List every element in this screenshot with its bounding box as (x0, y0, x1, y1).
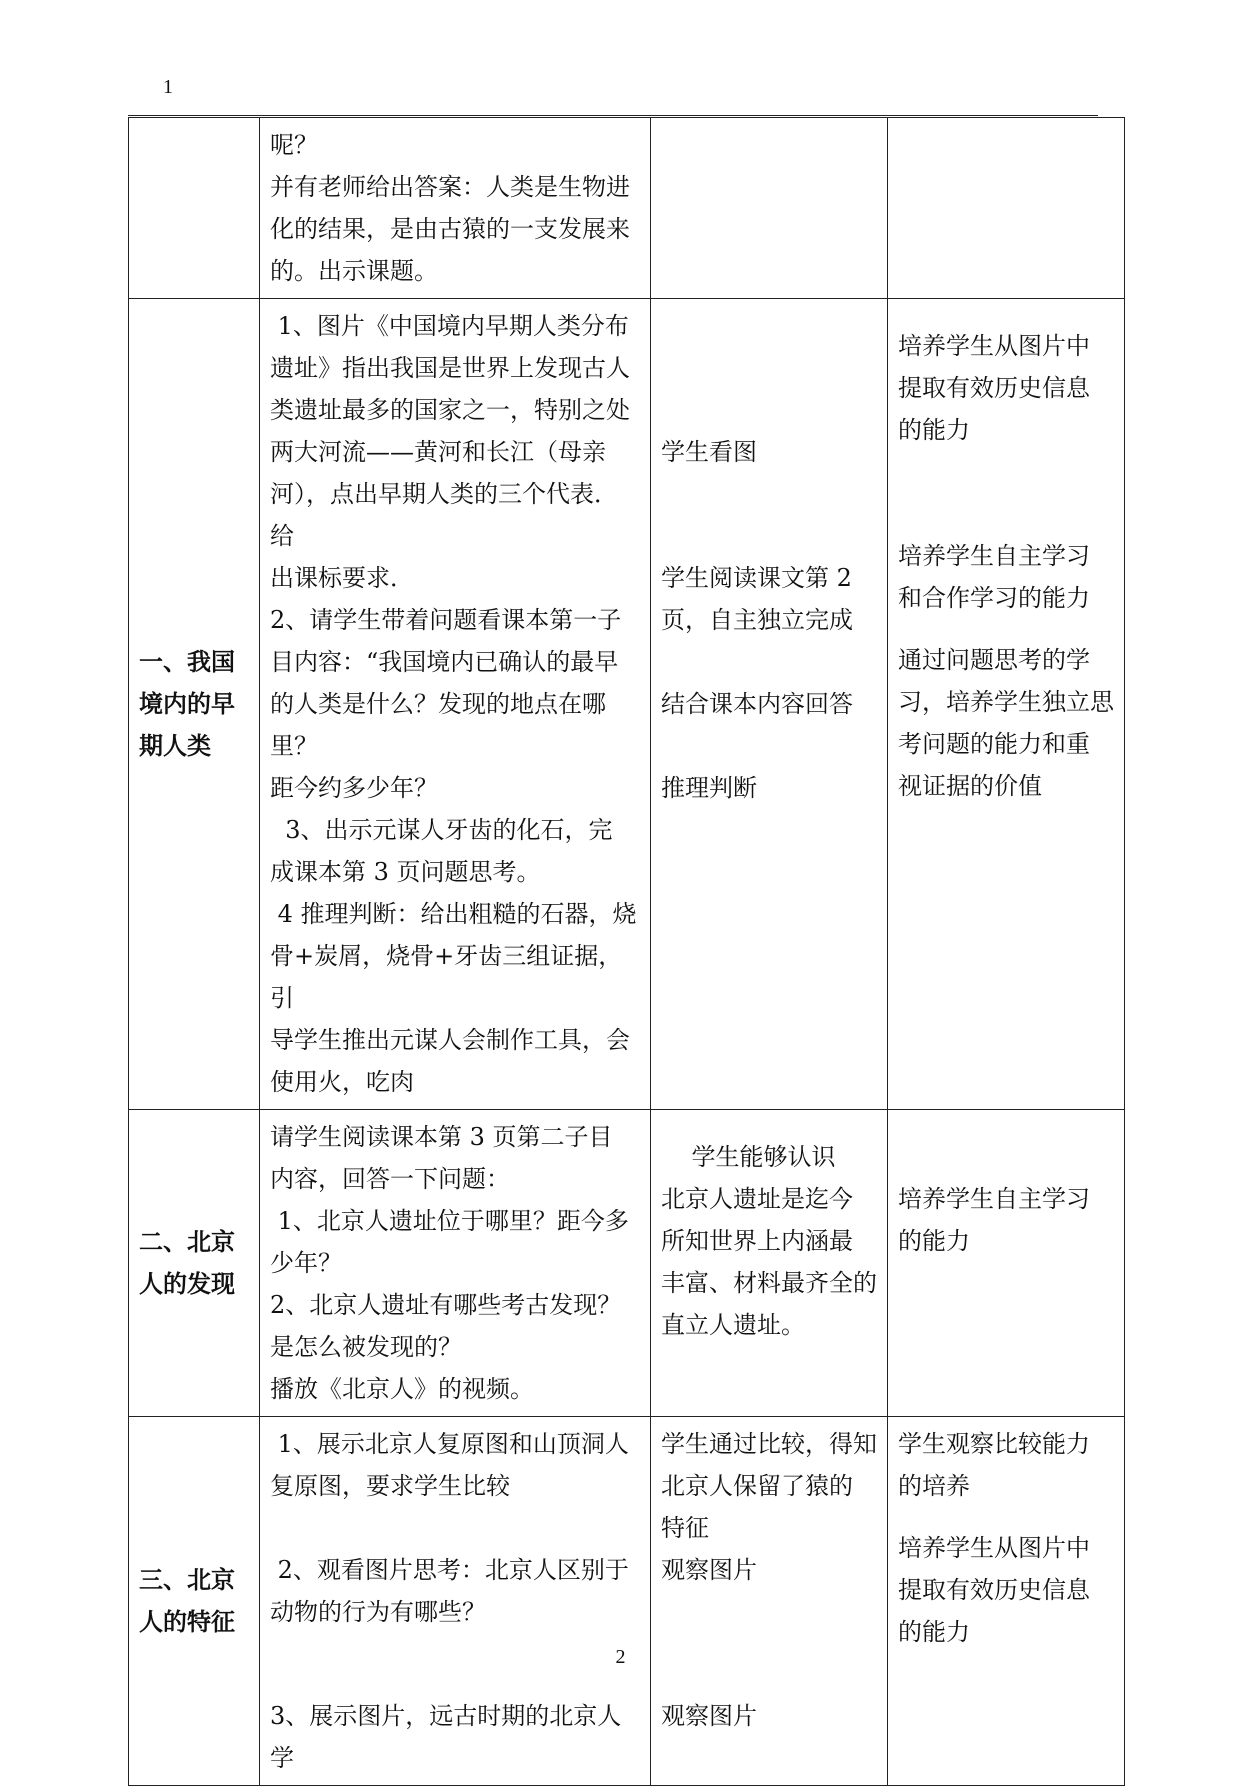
intent-line: 提取有效历史信息 (898, 374, 1090, 402)
activity-line: 导学生推出元谋人会制作工具，会 (270, 1026, 630, 1054)
section-title-line: 三、北京 (139, 1566, 235, 1594)
activity-line: 距今约多少年？ (270, 774, 438, 802)
intent-line: 习，培养学生独立思 (898, 688, 1114, 716)
intent-line: 学生观察比较能力 (898, 1430, 1090, 1458)
table-row (129, 299, 1125, 1110)
activity-line: 1、北京人遗址位于哪里？距今多 (270, 1207, 629, 1235)
page-number-bottom: 2 (615, 1646, 626, 1668)
table-row (129, 1110, 1125, 1417)
intent-line: 通过问题思考的学 (898, 646, 1090, 674)
activity-line: 出课标要求． (270, 564, 414, 592)
activity-cell (260, 1417, 651, 1786)
intent-line: 培养学生自主学习 (898, 1185, 1090, 1213)
student-line: 北京人保留了猿的 (661, 1472, 853, 1500)
intent-line: 培养学生从图片中 (898, 332, 1090, 360)
activity-line: 少年？ (270, 1249, 342, 1277)
section-title-line: 人的发现 (139, 1270, 235, 1298)
student-line: 推理判断 (661, 774, 757, 802)
activity-line: 请学生阅读课本第 3 页第二子目 (270, 1123, 613, 1151)
section-title-line: 人的特征 (139, 1608, 235, 1636)
student-line: 页，自主独立完成 (661, 606, 853, 634)
intent-cell (888, 118, 1125, 299)
section-title-line: 一、我国 (139, 648, 235, 676)
activity-line: 化的结果，是由古猿的一支发展来 (270, 215, 630, 243)
student-line: 特征 (661, 1514, 709, 1542)
intent-line: 的能力 (898, 1618, 970, 1646)
activity-line: 目内容：“我国境内已确认的最早 (270, 648, 619, 676)
activity-line: 类遗址最多的国家之一，特别之处 (270, 396, 630, 424)
activity-line: 4 推理判断：给出粗糙的石器，烧 (270, 900, 637, 928)
section-title-line: 境内的早 (139, 690, 235, 718)
activity-line: 使用火，吃肉 (270, 1068, 414, 1096)
activity-line: 2、观看图片思考：北京人区别于 (270, 1556, 629, 1584)
activity-line: 的人类是什么？发现的地点在哪里？ (270, 690, 606, 760)
student-line: 所知世界上内涵最 (661, 1227, 853, 1255)
activity-line: 并有老师给出答案：人类是生物进 (270, 173, 630, 201)
section-cell (129, 299, 260, 1110)
activity-line: 2、请学生带着问题看课本第一子 (270, 606, 622, 634)
activity-line: 动物的行为有哪些？ (270, 1598, 486, 1626)
activity-line: 呢？ (270, 131, 318, 159)
activity-line: 3、展示图片，远古时期的北京人学 (270, 1702, 622, 1772)
activity-line: 复原图，要求学生比较 (270, 1472, 510, 1500)
activity-line: 骨+炭屑，烧骨+牙齿三组证据，引 (270, 942, 623, 1012)
intent-line: 考问题的能力和重 (898, 730, 1090, 758)
section-title-line: 期人类 (139, 732, 211, 760)
intent-line: 的能力 (898, 1227, 970, 1255)
intent-cell (888, 1417, 1125, 1786)
activity-cell (260, 299, 651, 1110)
section-title-line: 二、北京 (139, 1228, 235, 1256)
activity-line: 播放《北京人》的视频。 (270, 1375, 534, 1403)
activity-cell (260, 118, 651, 299)
student-cell (651, 1110, 888, 1417)
intent-line: 和合作学习的能力 (898, 584, 1090, 612)
section-cell (129, 118, 260, 299)
activity-line: 成课本第 3 页问题思考。 (270, 858, 541, 886)
table-row (129, 118, 1125, 299)
student-line: 学生看图 (661, 438, 757, 466)
lesson-plan-table (128, 117, 1125, 1786)
activity-line: 的。出示课题。 (270, 257, 438, 285)
student-cell (651, 1417, 888, 1786)
activity-line: 1、图片《中国境内早期人类分布 (270, 312, 629, 340)
intent-line: 的能力 (898, 416, 970, 444)
activity-cell (260, 1110, 651, 1417)
activity-line: 3、出示元谋人牙齿的化石，完 (270, 816, 613, 844)
intent-cell (888, 299, 1125, 1110)
activity-line: 是怎么被发现的？ (270, 1333, 462, 1361)
student-line: 学生阅读课文第 2 (661, 564, 852, 592)
intent-line: 培养学生自主学习 (898, 542, 1090, 570)
intent-line: 视证据的价值 (898, 772, 1042, 800)
table-row (129, 1417, 1125, 1786)
section-cell (129, 1417, 260, 1786)
student-cell (651, 118, 888, 299)
intent-line: 的培养 (898, 1472, 970, 1500)
student-line: 学生通过比较，得知 (661, 1430, 877, 1458)
intent-cell (888, 1110, 1125, 1417)
activity-line: 内容，回答一下问题： (270, 1165, 510, 1193)
student-line: 北京人遗址是迄今 (661, 1185, 853, 1213)
activity-line: 两大河流——黄河和长江（母亲 (270, 438, 606, 466)
student-line: 观察图片 (661, 1556, 757, 1584)
intent-line: 提取有效历史信息 (898, 1576, 1090, 1604)
activity-line: 遗址》指出我国是世界上发现古人 (270, 354, 630, 382)
intent-line: 培养学生从图片中 (898, 1534, 1090, 1562)
activity-line: 2、北京人遗址有哪些考古发现？ (270, 1291, 622, 1319)
student-line: 直立人遗址。 (661, 1311, 805, 1339)
student-cell (651, 299, 888, 1110)
student-line: 观察图片 (661, 1702, 757, 1730)
student-line: 学生能够认识 (661, 1143, 836, 1171)
activity-line: 1、展示北京人复原图和山顶洞人 (270, 1430, 629, 1458)
student-line: 结合课本内容回答 (661, 690, 853, 718)
student-line: 丰富、材料最齐全的 (661, 1269, 877, 1297)
page-number-top: 1 (163, 76, 173, 98)
activity-line: 河），点出早期人类的三个代表．给 (270, 480, 618, 550)
top-rule (128, 115, 1098, 116)
section-cell (129, 1110, 260, 1417)
